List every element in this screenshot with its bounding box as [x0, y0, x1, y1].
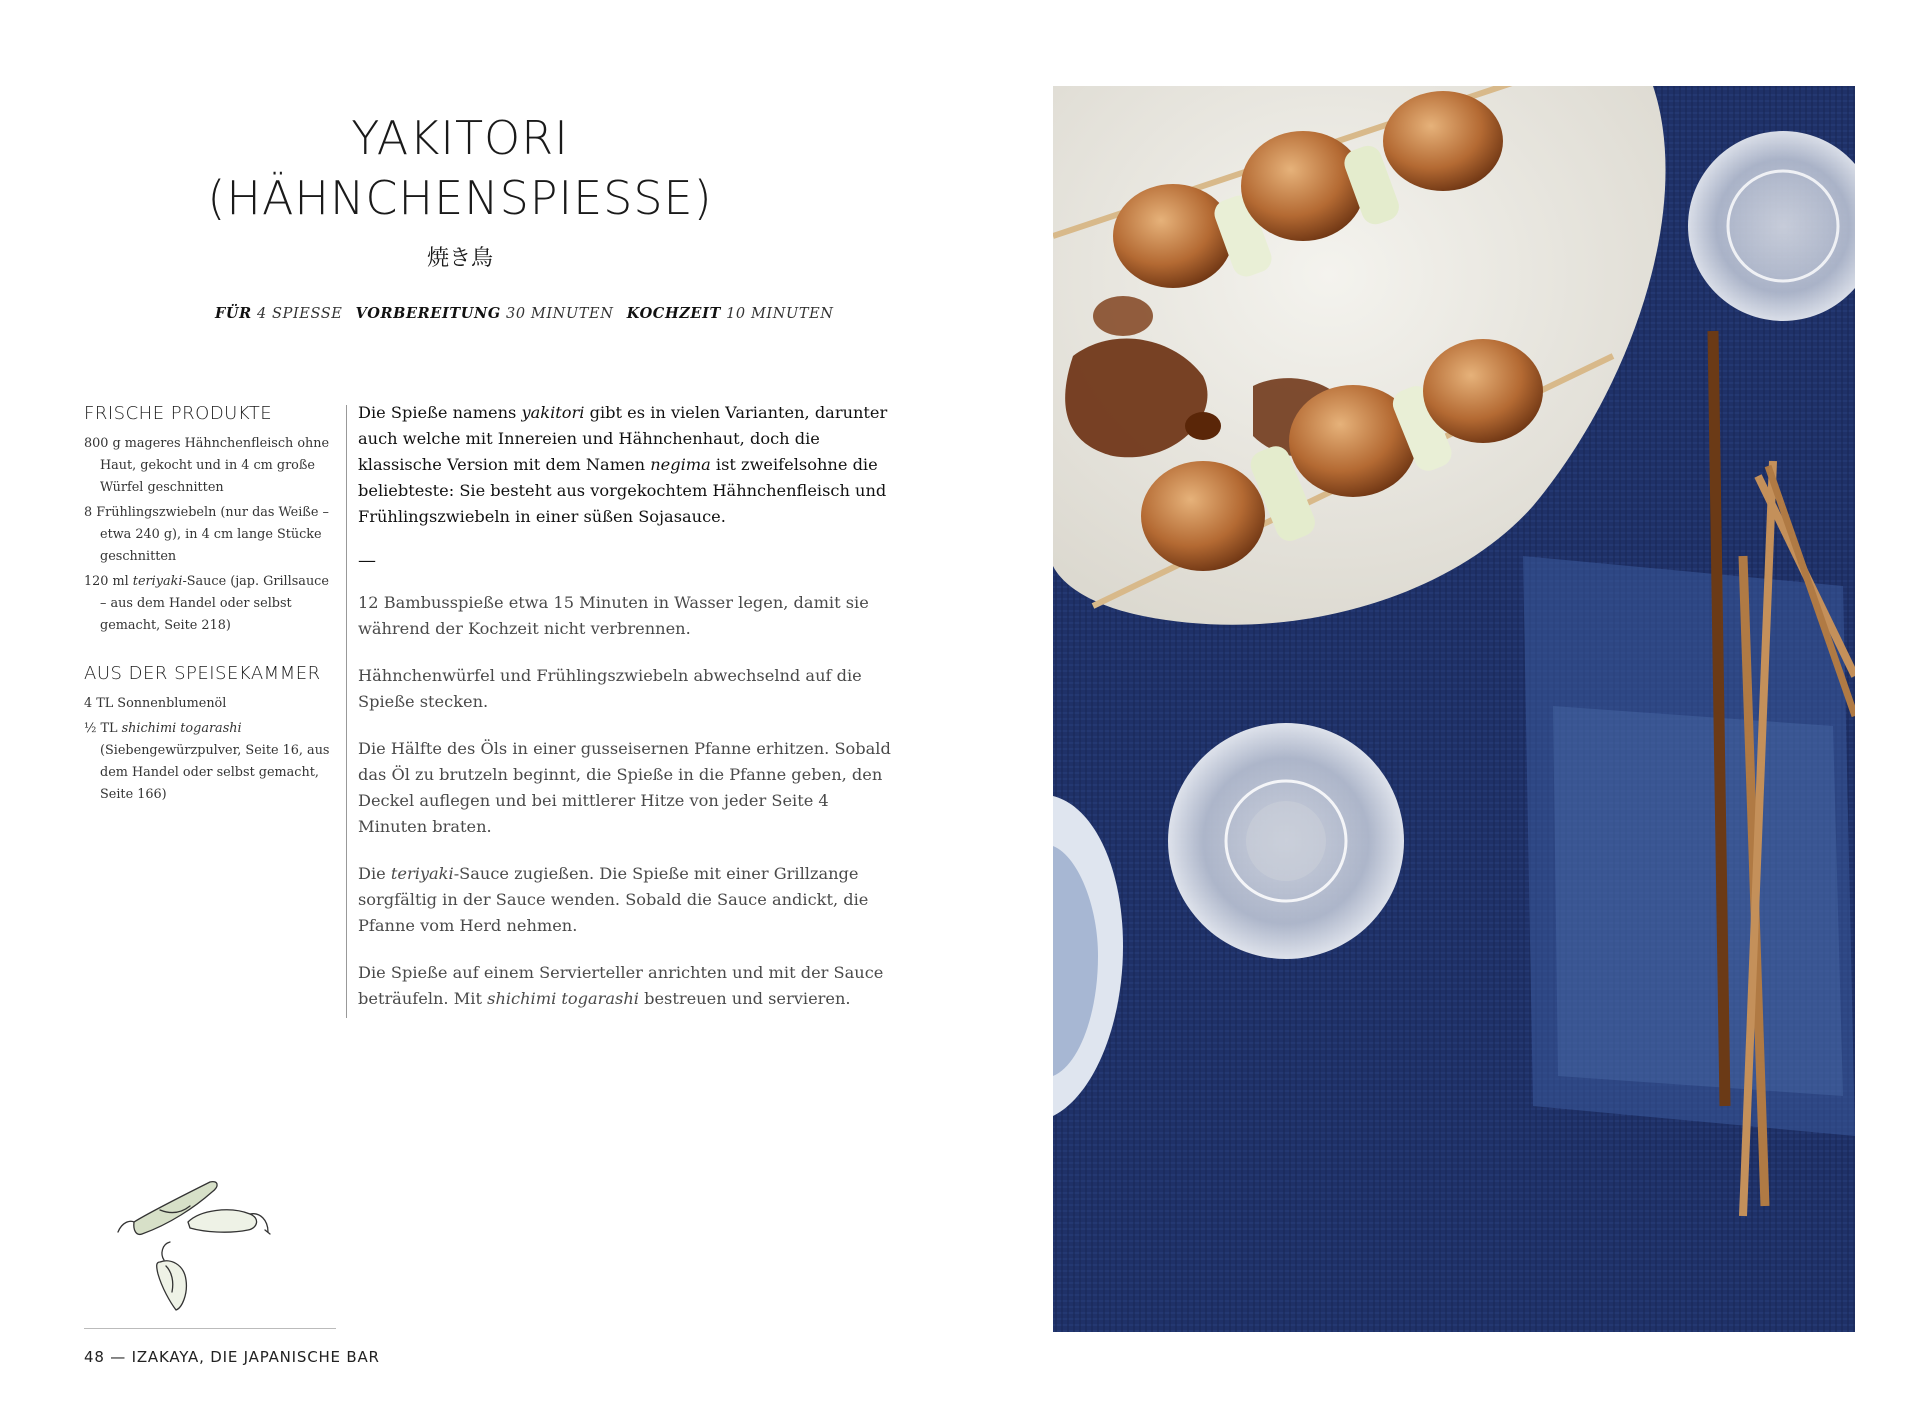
step-text: -Sauce zugießen. Die Spieße mit einer Grillzange sorgfältig in der Sauce wenden. Sobald die Sauce andickt, die Pfanne vom Herd nehmen.: [358, 864, 869, 935]
footer-rule: [84, 1328, 336, 1329]
cook-label: KOCHZEIT: [626, 305, 721, 322]
yakitori-photo-image: [1053, 86, 1855, 1332]
step-text: bestreuen und servieren.: [638, 989, 851, 1008]
intro-italic: negima: [650, 455, 711, 474]
fresh-produce-heading: FRISCHE PRODUKTE: [84, 403, 273, 424]
intro-text: ist zweifelsohne die beliebteste: Sie besteht aus vorgekochtem Hähnchenfleisch und Frühlingszwiebeln in einer süßen Sojasauce.: [358, 455, 887, 526]
pepper-illustration-icon: [100, 1162, 300, 1322]
step-italic: shichimi togarashi: [487, 989, 639, 1008]
page-number: 48: [84, 1348, 105, 1366]
ingredient-item: [84, 571, 336, 637]
method-step-5: [358, 960, 898, 1012]
column-divider: [346, 405, 347, 1018]
step-italic: teriyaki: [390, 864, 454, 883]
method-step-4: [358, 861, 898, 939]
intro-paragraph: [358, 400, 898, 530]
ingredient-amount: ½ TL: [84, 721, 122, 736]
page-footer: [84, 1348, 380, 1366]
pantry-heading: AUS DER SPEISEKAMMER: [84, 663, 321, 684]
section-dash: —: [358, 550, 376, 571]
ingredient-italic: teriyaki: [132, 574, 183, 589]
title-line-2: (HÄHNCHENSPIESSE): [207, 171, 713, 225]
chapter-title: IZAKAYA, DIE JAPANISCHE BAR: [131, 1348, 380, 1366]
step-text: Die: [358, 864, 391, 883]
method-step-3: Die Hälfte des Öls in einer gusseisernen Pfanne erhitzen. Sobald das Öl zu brutzeln beginnt, die Spieße in die Pfanne geben, den Deckel auflegen und bei mittlerer Hitze von jeder Seite 4 Minuten braten.: [358, 739, 891, 836]
ingredient-amount: 120 ml: [84, 574, 133, 589]
cook-value: 10 MINUTEN: [726, 306, 834, 322]
recipe-title: [160, 108, 760, 228]
ingredient-item: 8 Frühlingszwiebeln (nur das Weiße – etwa 240 g), in 4 cm lange Stücke geschnitten: [84, 505, 329, 564]
method-step-2: Hähnchenwürfel und Frühlingszwiebeln abwechselnd auf die Spieße stecken.: [358, 666, 862, 711]
ingredients-column: [84, 403, 336, 809]
ingredient-item: 4 TL Sonnenblumenöl: [84, 696, 227, 711]
ingredient-item: [84, 718, 336, 806]
prep-value: 30 MINUTEN: [506, 306, 614, 322]
ingredient-rest: (Siebengewürzpulver, Seite 16, aus dem Handel oder selbst gemacht, Seite 166): [100, 743, 330, 802]
footer-separator: —: [104, 1348, 132, 1366]
serves-value: 4 SPIESSE: [257, 306, 343, 322]
japanese-title: 焼き鳥: [426, 246, 493, 271]
intro-text: Die Spieße namens: [358, 403, 522, 422]
recipe-photo: [1053, 86, 1855, 1332]
intro-italic: yakitori: [521, 403, 585, 422]
ingredient-italic: shichimi togarashi: [121, 721, 242, 736]
title-line-1: YAKITORI: [351, 111, 569, 165]
ingredient-rest: -Sauce (jap. Grillsauce – aus dem Handel oder selbst gemacht, Seite 218): [100, 574, 329, 633]
prep-label: VORBEREITUNG: [355, 305, 501, 322]
intro-text: gibt es in vielen Varianten, darunter auch welche mit Innereien und Hähnchenhaut, doch die klassische Version mit dem Namen: [358, 403, 888, 474]
step-text: Die Spieße auf einem Servierteller anrichten und mit der Sauce beträufeln. Mit: [358, 963, 884, 1008]
method-column: [358, 400, 898, 1033]
ingredient-item: 800 g mageres Hähnchenfleisch ohne Haut, gekocht und in 4 cm große Würfel geschnitten: [84, 436, 330, 495]
method-step-1: 12 Bambusspieße etwa 15 Minuten in Wasser legen, damit sie während der Kochzeit nicht verbrennen.: [358, 593, 869, 638]
recipe-meta: [215, 305, 835, 322]
serves-label: FÜR: [215, 305, 252, 322]
